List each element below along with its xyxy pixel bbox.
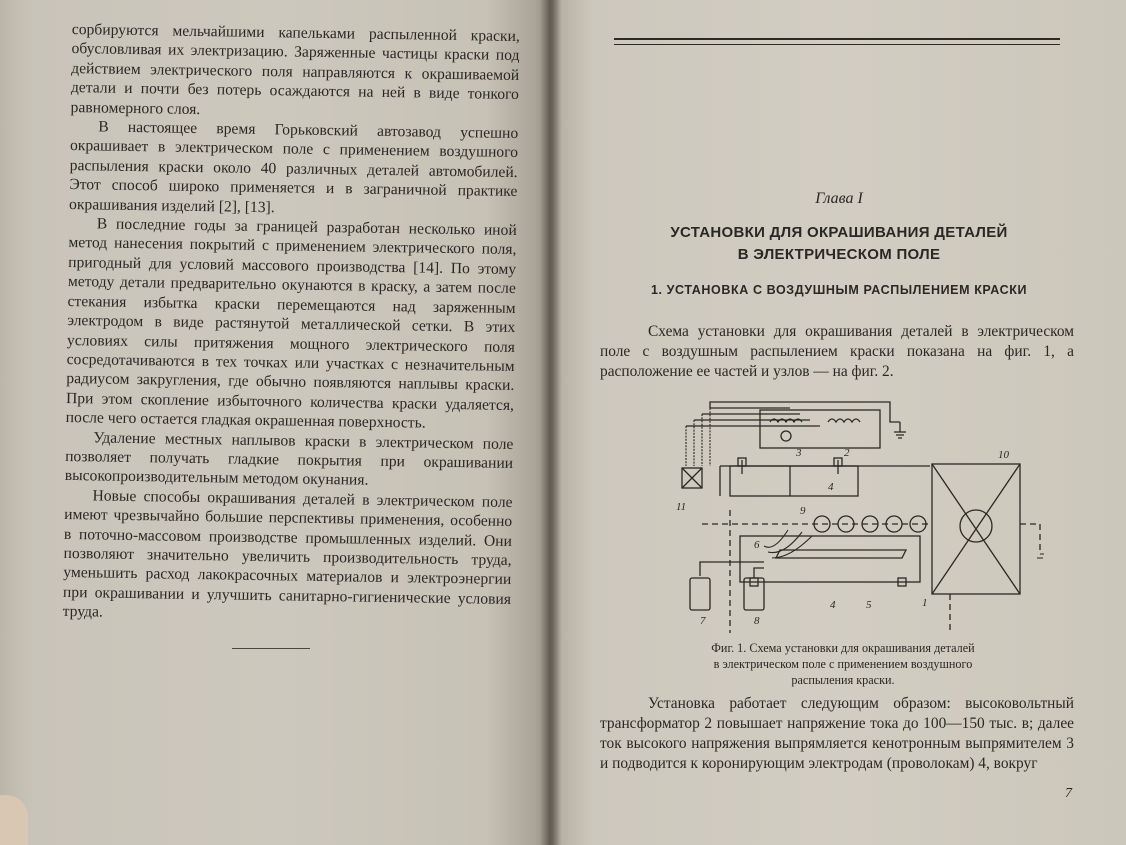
diagram-label: 6	[754, 539, 760, 551]
book-gutter	[540, 0, 562, 845]
diagram-label: 7	[700, 615, 706, 627]
caption-line: распыления краски.	[791, 673, 895, 687]
right-page	[548, 0, 1126, 845]
diagram-label: 2	[844, 447, 850, 459]
chapter-title-line: В ЭЛЕКТРИЧЕСКОМ ПОЛЕ	[737, 246, 941, 263]
paragraph: Удаление местных наплывов краски в электрическом поле позволяет получать гладкие покрытия при окрашивании высокопроизводительным методом окунания.	[64, 428, 514, 490]
diagram-label: 4	[830, 599, 836, 611]
paragraph: Установка работает следующим образом: высоковольтный трансформатор 2 повышает напряжение тока до 100—150 тыс. в; далее ток высокого напряжения выпрямляется кенотронным выпрямителем 3 и подводится к коронирующим электродам (проволокам) 4, вокруг	[600, 695, 1074, 772]
paragraph: В последние годы за границей разработан несколько иной метод нанесения покрытий с применением электрического поля, пригодный для условий массового производства [14]. По этому методу детали предварительно окунаются в краску, а затем после стекания избытка краски перемещаются над заряженным электродом в виде растянутой металлической сетки. В этих условиях силы притяжения мощного электрического поля сосредотачиваются в тех точках или участках с незначительным радиусом закругления, где обычно появляются наплывы краски. При этом скопление избыточного количества краски удаляется, после чего остается гладкая окрашенная поверхность.	[65, 215, 517, 432]
diagram-label: 8	[754, 615, 760, 627]
chapter-title-line: УСТАНОВКИ ДЛЯ ОКРАШИВАНИЯ ДЕТАЛЕЙ	[670, 224, 1008, 241]
chapter-title	[614, 222, 1064, 266]
header-rule	[614, 38, 1060, 40]
paragraph: Схема установки для окрашивания деталей в электрическом поле с воздушным распылением краски показана на фиг. 1, а расположение ее частей и узлов — на фиг. 2.	[600, 323, 1074, 380]
body-text	[600, 694, 1074, 774]
diagram-label: 9	[800, 505, 806, 517]
caption-line: в электрическом поле с применением воздушного	[713, 657, 973, 671]
paragraph: В настоящее время Горьковский автозавод успешно окрашивает в электрическом поле с применением воздушного распыления краски около 40 различных деталей автомобилей. Этот способ широко применяется и в заграничной практике окрашивания изделий [2], [13].	[68, 118, 519, 216]
page-number: 7	[1065, 786, 1072, 801]
diagram-label: 4	[828, 481, 834, 493]
figure-1-diagram	[660, 398, 1044, 633]
figure-caption	[660, 640, 1026, 688]
diagram-label: 3	[796, 447, 802, 459]
chapter-heading: Глава I	[815, 190, 863, 207]
section-heading: 1. УСТАНОВКА С ВОЗДУШНЫМ РАСПЫЛЕНИЕМ КРАСКИ	[650, 283, 1028, 297]
diagram-label: 11	[676, 501, 687, 513]
caption-line: Фиг. 1. Схема установки для окрашивания деталей	[711, 641, 975, 655]
diagram-label: 5	[866, 599, 872, 611]
header-rule	[614, 44, 1060, 45]
end-rule	[232, 648, 310, 649]
paragraph: Новые способы окрашивания деталей в электрическом поле имеют чрезвычайно большие перспективы применения, особенно в поточно-массовом производстве промышленных изделий. Они позволяют значительно увеличить производительность труда, уменьшить расход лакокрасочных материалов и электроэнергии при окрашивании и улучшить санитарно-гигиенические условия труда.	[62, 487, 513, 621]
intro-text	[600, 322, 1074, 382]
diagram-label: 1	[922, 597, 928, 609]
diagram-label: 10	[998, 449, 1009, 461]
thumb	[0, 795, 28, 845]
left-page	[0, 0, 552, 845]
left-page-text	[63, 20, 520, 629]
paragraph: сорбируются мельчайшими капельками распыленной краски, обусловливая их электризацию. Заряженные частицы краски под действием электрического поля направляются к окрашиваемой детали и почти без потерь осаждаются на ней в виде тонкого равномерного слоя.	[70, 20, 520, 118]
